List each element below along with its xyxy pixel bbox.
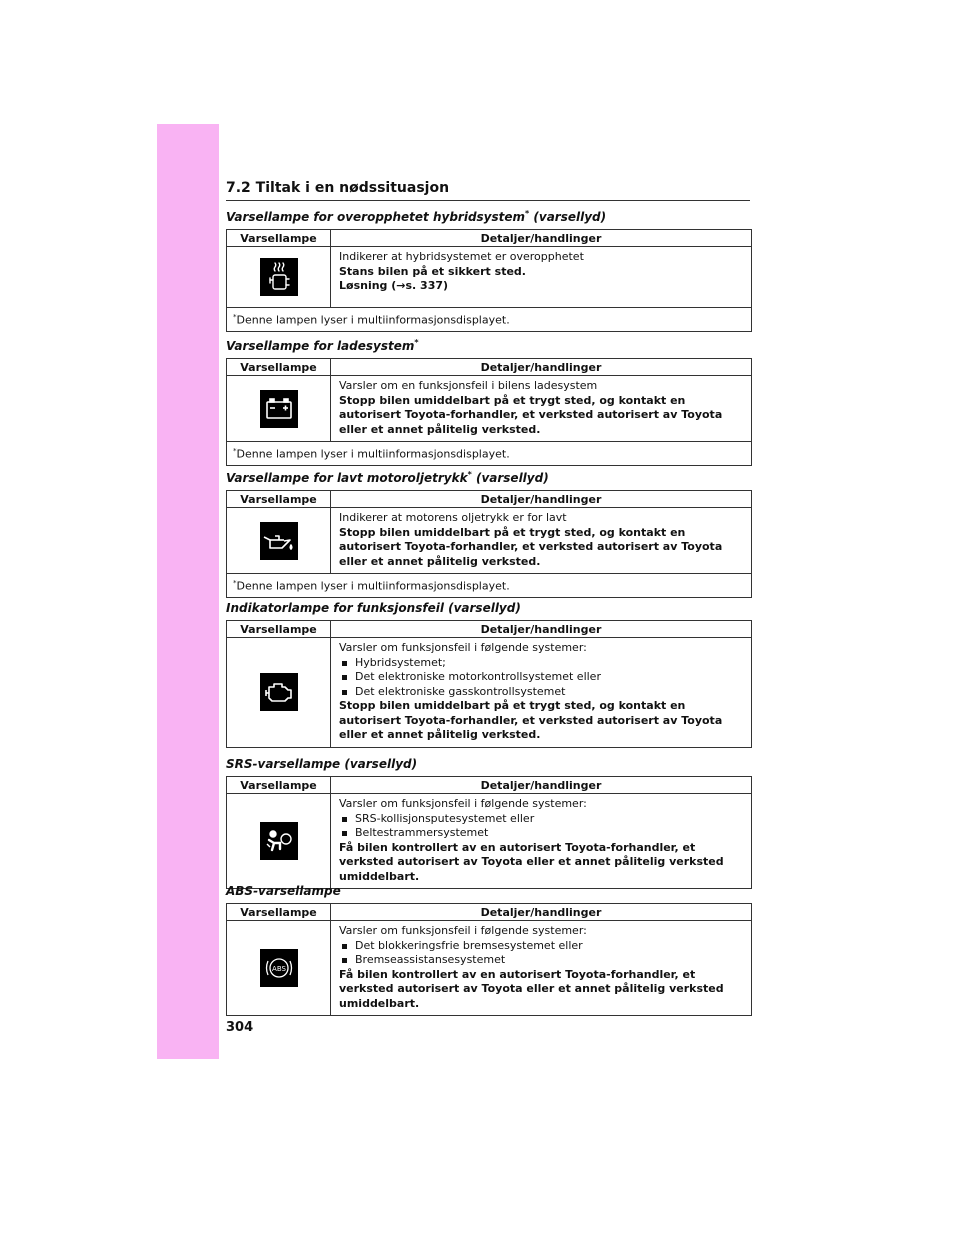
bullet-item: Bremseassistansesystemet <box>339 953 743 968</box>
details-cell <box>331 247 752 308</box>
block-title: SRS-varsellampe (varsellyd) <box>226 757 418 771</box>
column-header-details: Detaljer/handlinger <box>331 359 752 376</box>
detail-line: Løsning (→s. 337) <box>339 279 449 292</box>
lamp-cell <box>227 794 331 889</box>
detail-line: Stopp bilen umiddelbart på et trygt sted, og kontakt en autorisert Toyota-forhandler, et verksted autorisert av Toyota eller et annet pålitelig verksted. <box>339 699 723 741</box>
detail-line: Stopp bilen umiddelbart på et trygt sted, og kontakt en autorisert Toyota-forhandler, et verksted autorisert av Toyota eller et annet pålitelig verksted. <box>339 393 723 436</box>
footnote: *Denne lampen lyser i multiinformasjonsdisplayet. <box>227 442 752 466</box>
battery-icon <box>260 390 298 428</box>
side-tab <box>157 124 219 1059</box>
bullet-item: Beltestrammersystemet <box>339 826 743 841</box>
column-header-lamp: Varsellampe <box>227 491 331 508</box>
warning-table <box>226 903 752 1016</box>
airbag-icon <box>260 822 298 860</box>
oil-can-icon <box>260 522 298 560</box>
warning-block-srs <box>226 757 751 889</box>
column-header-details: Detaljer/handlinger <box>331 904 752 921</box>
details-cell <box>331 638 752 748</box>
lamp-cell <box>227 638 331 748</box>
details-cell <box>331 376 752 442</box>
detail-line: Varsler om en funksjonsfeil i bilens ladesystem <box>339 379 598 392</box>
warning-block-charging <box>226 338 751 466</box>
bullet-item: Det elektroniske gasskontrollsystemet <box>339 685 743 700</box>
warning-block-hybrid-overheat <box>226 209 751 332</box>
bullet-item: Det elektroniske motorkontrollsystemet eller <box>339 670 743 685</box>
column-header-lamp: Varsellampe <box>227 359 331 376</box>
detail-line: Varsler om funksjonsfeil i følgende systemer: <box>339 797 587 810</box>
svg-text:ABS: ABS <box>271 965 286 973</box>
block-title: Indikatorlampe for funksjonsfeil (varsellyd) <box>226 601 521 615</box>
block-title: Varsellampe for lavt motoroljetrykk* (varsellyd) <box>226 470 549 485</box>
detail-line: Stopp bilen umiddelbart på et trygt sted, og kontakt en autorisert Toyota-forhandler, et verksted autorisert av Toyota eller et annet pålitelig verksted. <box>339 525 723 568</box>
footnote: *Denne lampen lyser i multiinformasjonsdisplayet. <box>227 308 752 332</box>
lamp-cell <box>227 247 331 308</box>
detail-line: Varsler om funksjonsfeil i følgende systemer: <box>339 924 587 937</box>
section-header: 7.2 Tiltak i en nødssituasjon <box>226 180 750 201</box>
bullet-item: Det blokkeringsfrie bremsesystemet eller <box>339 939 743 954</box>
page-number: 304 <box>226 1020 254 1035</box>
engine-icon <box>260 673 298 711</box>
lamp-cell <box>227 376 331 442</box>
details-cell <box>331 794 752 889</box>
column-header-details: Detaljer/handlinger <box>331 491 752 508</box>
hybrid-overheat-icon <box>260 258 298 296</box>
details-cell <box>331 921 752 1016</box>
warning-block-abs <box>226 884 751 1016</box>
block-title: ABS-varsellampe <box>226 884 341 898</box>
footnote: *Denne lampen lyser i multiinformasjonsdisplayet. <box>227 574 752 598</box>
column-header-lamp: Varsellampe <box>227 621 331 638</box>
warning-table <box>226 620 752 748</box>
warning-block-oil-pressure <box>226 470 751 598</box>
detail-line: Varsler om funksjonsfeil i følgende systemer: <box>339 641 587 654</box>
detail-line: Indikerer at motorens oljetrykk er for lavt <box>339 511 567 524</box>
warning-block-malfunction <box>226 601 751 748</box>
warning-table <box>226 776 752 889</box>
bullet-item: SRS-kollisjonsputesystemet eller <box>339 812 743 827</box>
column-header-details: Detaljer/handlinger <box>331 777 752 794</box>
detail-line: Få bilen kontrollert av en autorisert Toyota-forhandler, et verksted autorisert av Toyota eller et annet pålitelig verksted umiddelbart. <box>339 840 724 883</box>
detail-line: Få bilen kontrollert av en autorisert Toyota-forhandler, et verksted autorisert av Toyota eller et annet pålitelig verksted umiddelbart. <box>339 967 724 1010</box>
lamp-cell <box>227 508 331 574</box>
abs-icon <box>260 949 298 987</box>
bullet-item: Hybridsystemet; <box>339 656 743 671</box>
warning-table <box>226 229 752 332</box>
column-header-lamp: Varsellampe <box>227 904 331 921</box>
column-header-lamp: Varsellampe <box>227 230 331 247</box>
column-header-details: Detaljer/handlinger <box>331 230 752 247</box>
detail-line: Indikerer at hybridsystemet er overopphetet <box>339 250 584 263</box>
block-title: Varsellampe for ladesystem* <box>226 338 419 353</box>
warning-table <box>226 358 752 466</box>
block-title: Varsellampe for overopphetet hybridsystem* (varsellyd) <box>226 209 607 224</box>
warning-table <box>226 490 752 598</box>
column-header-details: Detaljer/handlinger <box>331 621 752 638</box>
lamp-cell <box>227 921 331 1016</box>
detail-line: Stans bilen på et sikkert sted. <box>339 264 526 278</box>
details-cell <box>331 508 752 574</box>
column-header-lamp: Varsellampe <box>227 777 331 794</box>
